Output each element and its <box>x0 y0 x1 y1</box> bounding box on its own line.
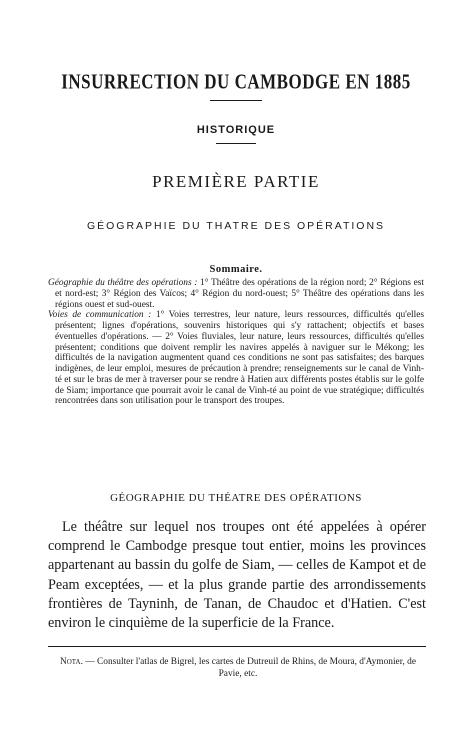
summary-text: 1° Voies terrestres, leur nature, leurs ressources, difficultés qu'elles présentent; lignes d'opérations, souvenirs historiques qui s'y rattachent; objectifs et bases éventuelles d'opérations. — 2° Voies fluviales, leur nature, leurs ressources, difficultés qu'elles présentent; conditions que doivent remplir les navires appelés à naviguer sur le Mékong; les difficultés de la navigation augmentent quand ces conditions ne sont pas satisfaites; des barques indigènes, de leur emploi, mesures de précaution à prendre; renseignements sur le canal de Vinh-té et sur le bras de mer à traverser pour se rendre à Hatien aux différents postes établis sur le golfe de Siam; importance que pourrait avoir le canal de Vinh-té au point de vue stratégique; difficultés rencontrées dans son utilisation pour le transport des troupes. <box>55 310 425 407</box>
summary-lead: Géographie du théâtre des opérations : <box>48 278 198 288</box>
title-rule <box>210 100 262 101</box>
historique-heading: HISTORIQUE <box>196 124 276 136</box>
summary-label: Sommaire. <box>209 264 263 275</box>
footnote <box>52 656 424 680</box>
body-paragraph: Le théâtre sur lequel nos troupes ont été appelées à opérer comprend le Cambodge presque tout entier, moins les provinces appartenant au bassin du golfe de Siam, — celles de Kampot et de Peam exceptées, — et la plus grande partie des arrondissements frontières de Tayninh, de Tanan, de Chaudoc et d'Hatien. C'est environ le cinquième de la superficie de la France. <box>48 519 426 632</box>
section-heading: GÉOGRAPHIE DU THÉATRE DES OPÉRATIONS <box>110 492 362 504</box>
geography-heading: GÉOGRAPHIE DU THATRE DES OPÉRATIONS <box>86 220 386 232</box>
summary-paragraph <box>48 310 424 407</box>
summary-block <box>48 278 424 407</box>
historique-rule <box>216 143 256 144</box>
part-title: PREMIÈRE PARTIE <box>152 172 320 191</box>
summary-lead: Voies de communication : <box>48 310 152 321</box>
summary-paragraph <box>48 278 424 310</box>
footnote-text: — Consulter l'atlas de Bigrel, les cartes de Dutreuil de Rhins, de Moura, d'Aymonier, de Pavie, etc. <box>82 657 416 679</box>
page-title: INSURRECTION DU CAMBODGE EN 1885 <box>61 69 411 94</box>
footnote-label: Nota. <box>59 657 83 667</box>
summary-text: 1° Théâtre des opérations de la région nord; 2° Régions est et nord-est; 3° Région des Vaïcos; 4° Région du nord-ouest; 5° Théâtre des opérations dans les régions ouest et sud-ouest. <box>55 278 425 310</box>
footnote-rule <box>48 646 426 647</box>
